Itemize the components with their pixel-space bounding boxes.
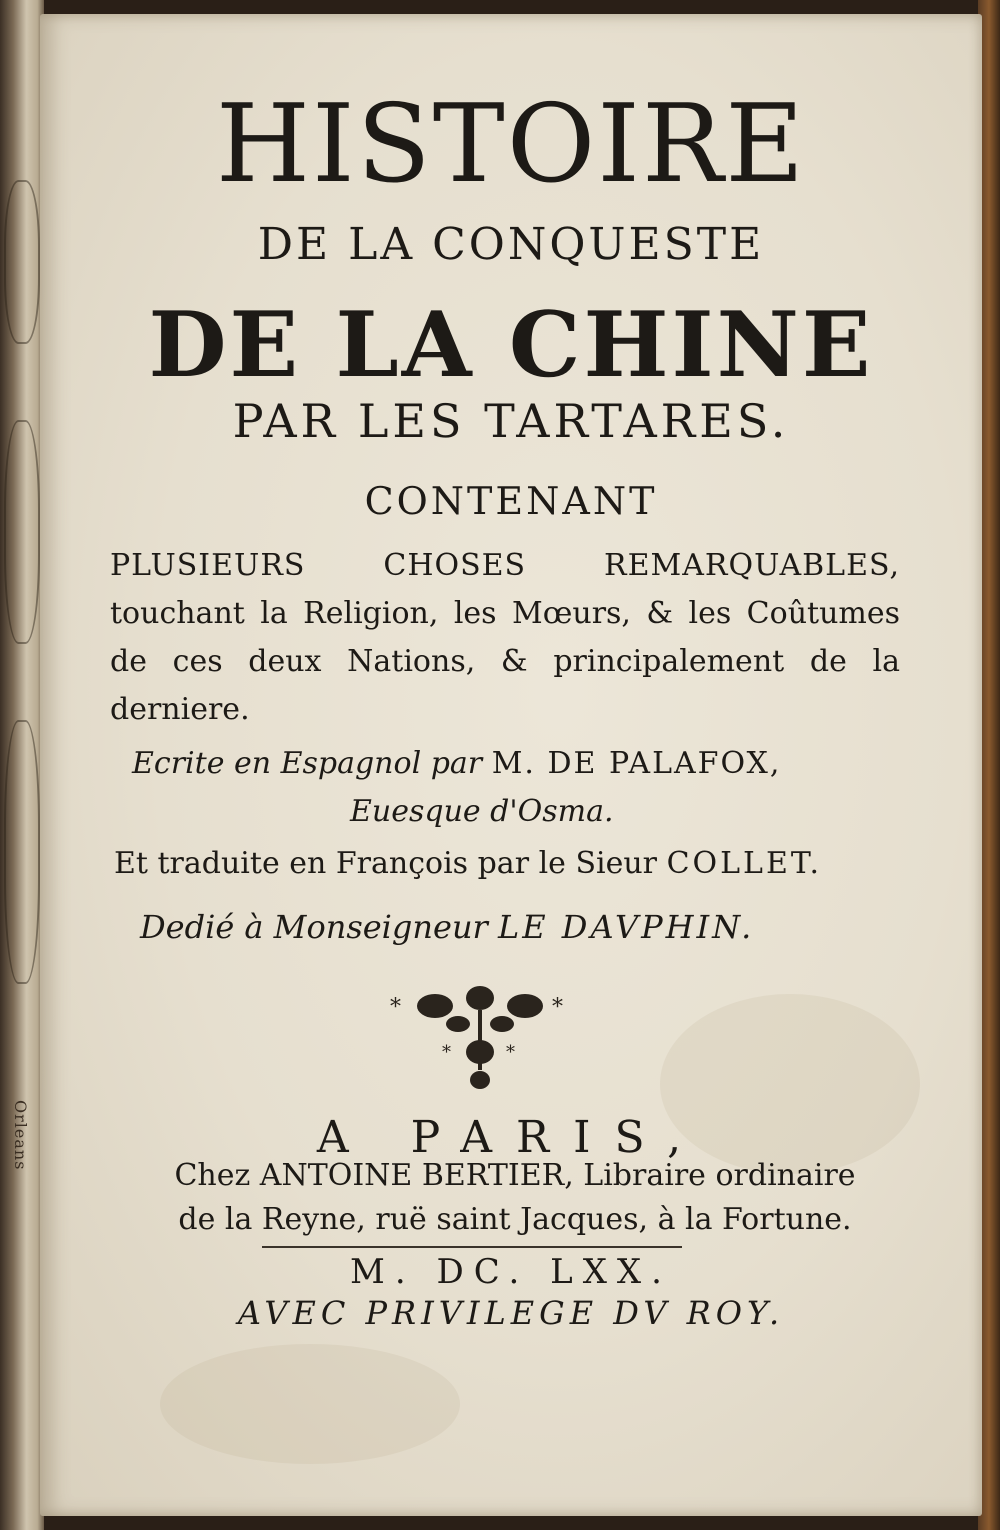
- description-paragraph: [110, 542, 900, 734]
- title-line-4: PAR LES TARTARES.: [232, 394, 790, 448]
- engraving-fragment: [4, 720, 40, 984]
- contenant-heading: CONTENANT: [364, 479, 658, 523]
- title-line-2: DE LA CONQUESTE: [257, 219, 765, 270]
- dedicatee: LE DAVPHIN.: [498, 908, 755, 946]
- imprint-date: M. DC. LXX.: [350, 1252, 672, 1292]
- printers-ornament-icon: [380, 976, 580, 1096]
- translation-line: [114, 846, 822, 881]
- royal-privilege: AVEC PRIVILEGE DV ROY.: [237, 1294, 785, 1332]
- description-lead: PLUSIEURS CHOSES REMARQUABLES,: [110, 548, 900, 583]
- publisher-line-1: Chez ANTOINE BERTIER, Libraire ordinaire: [174, 1158, 856, 1193]
- svg-text:*: *: [442, 1042, 451, 1063]
- title-line-3: DE LA CHINE: [148, 292, 874, 398]
- description-text: touchant la Religion, les Mœurs, & les Coûtumes de ces deux Nations, & principalement de la derniere.: [110, 596, 900, 727]
- author-line: [132, 746, 781, 781]
- dedication-prefix: Dedié à Monseigneur: [140, 908, 488, 946]
- paper-stain: [160, 1344, 460, 1464]
- author-title: Euesque d'Osma.: [350, 794, 614, 829]
- written-prefix: Ecrite en Espagnol par: [132, 746, 483, 781]
- author-name: M. DE PALAFOX,: [491, 746, 782, 781]
- svg-text:*: *: [506, 1042, 515, 1063]
- title-line-1: HISTOIRE: [215, 82, 807, 207]
- publisher-block: [120, 1154, 910, 1242]
- engraving-fragment: [4, 420, 40, 644]
- engraving-fragment: [4, 180, 40, 344]
- svg-text:*: *: [390, 995, 401, 1020]
- title-page: [40, 14, 982, 1516]
- translation-prefix: Et traduite en François par le Sieur: [114, 846, 658, 881]
- dedication-line: [140, 908, 754, 946]
- translator-name: COLLET.: [666, 846, 823, 881]
- publisher-line-2: de la Reyne, ruë saint Jacques, à la Fortune.: [178, 1202, 852, 1237]
- divider-rule: [262, 1246, 682, 1248]
- imprint-city: A PARIS,: [316, 1112, 706, 1163]
- margin-text: Orleans: [11, 1100, 30, 1171]
- svg-text:*: *: [552, 995, 563, 1020]
- previous-page-edge: [0, 0, 44, 1530]
